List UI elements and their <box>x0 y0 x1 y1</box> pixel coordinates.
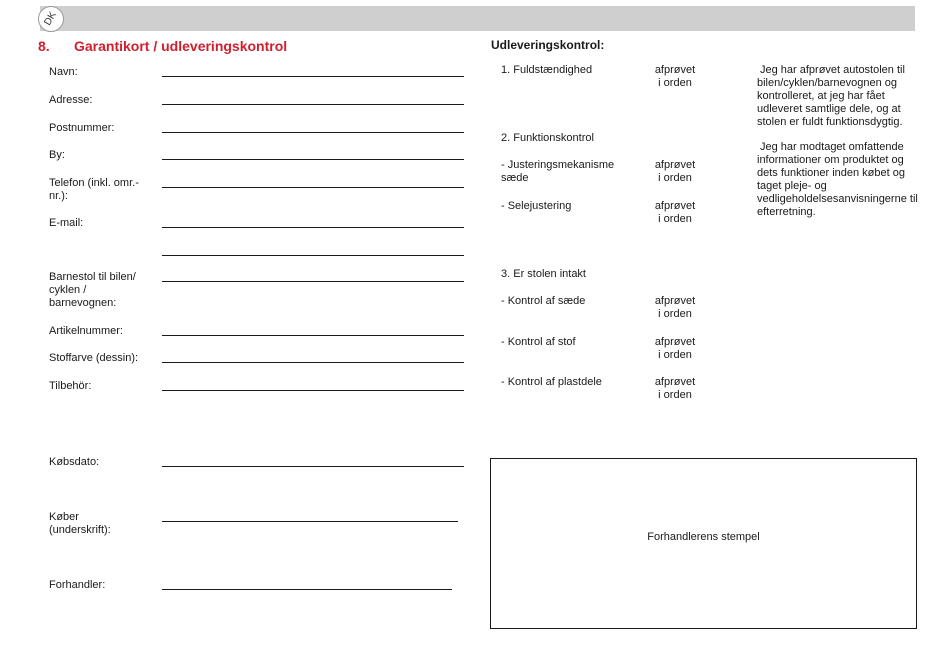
adresse-label: Adresse: <box>49 94 93 106</box>
artikelnummer-label: Artikelnummer: <box>49 325 123 337</box>
check-selejustering: - Selejustering <box>501 200 572 212</box>
ok-plastdele: afprøvet i orden <box>654 376 696 401</box>
kobsdato-field[interactable] <box>162 466 464 467</box>
postnummer-field[interactable] <box>162 132 464 133</box>
language-badge-text: DK <box>42 9 59 28</box>
telefon-label: Telefon (inkl. omr.- nr.): <box>49 177 139 202</box>
check-stof: - Kontrol af stof <box>501 336 576 348</box>
check-justering: - Justeringsmekanisme sæde <box>501 159 615 184</box>
page-title: Garantikort / udleveringskontrol <box>74 38 288 54</box>
by-field[interactable] <box>162 159 464 160</box>
declaration-second: Jeg har modtaget omfattende informationer om produktet og dets funktioner inden købet og taget pleje- og vedligeholdelsesanvisningerne til efterretning. <box>757 141 918 218</box>
check-saede: - Kontrol af sæde <box>501 295 586 307</box>
email-label: E-mail: <box>49 217 84 229</box>
header-bar <box>40 6 915 31</box>
barnestol-label: Barnestol til bilen/ cyklen / barnevognen: <box>49 271 136 309</box>
kobsdato-label: Købsdato: <box>49 456 100 468</box>
stoffarve-label: Stoffarve (dessin): <box>49 352 139 364</box>
language-badge <box>38 6 64 32</box>
check-funktionskontrol: 2. Funktionskontrol <box>501 132 594 144</box>
telefon-field[interactable] <box>162 187 464 188</box>
kober-signature-field[interactable] <box>162 521 458 522</box>
forhandler-field[interactable] <box>162 589 452 590</box>
ok-selejustering: afprøvet i orden <box>654 200 696 225</box>
adresse-field[interactable] <box>162 104 464 105</box>
dealer-stamp-box <box>490 458 917 629</box>
barnestol-field[interactable] <box>162 281 464 282</box>
ok-fuldstaendighed: afprøvet i orden <box>654 64 696 89</box>
stoffarve-field[interactable] <box>162 362 464 363</box>
by-label: By: <box>49 149 65 161</box>
dealer-stamp-label: Forhandlerens stempel <box>647 531 760 543</box>
tilbehor-field[interactable] <box>162 390 464 391</box>
check-intakt: 3. Er stolen intakt <box>501 268 586 280</box>
declaration-first: Jeg har afprøvet autostolen til bilen/cyklen/barnevognen og kontrolleret, at jeg har fået udleveret samtlige dele, og at stolen er fuldt funktionsdygtig. <box>757 64 905 128</box>
navn-label: Navn: <box>49 66 78 78</box>
check-fuldstaendighed: 1. Fuldstændighed <box>501 64 593 76</box>
check-plastdele: - Kontrol af plastdele <box>501 376 602 388</box>
ok-stof: afprøvet i orden <box>654 336 696 361</box>
forhandler-label: Forhandler: <box>49 579 106 591</box>
kober-label: Køber (underskrift): <box>49 511 111 536</box>
artikelnummer-field[interactable] <box>162 335 464 336</box>
navn-field[interactable] <box>162 76 464 77</box>
email-field[interactable] <box>162 227 464 228</box>
postnummer-label: Postnummer: <box>49 122 115 134</box>
section-number: 8. <box>38 38 50 54</box>
ok-saede: afprøvet i orden <box>654 295 696 320</box>
tilbehor-label: Tilbehör: <box>49 380 92 392</box>
delivery-check-heading: Udleveringskontrol: <box>491 38 605 52</box>
email-extra-field[interactable] <box>162 255 464 256</box>
ok-justering: afprøvet i orden <box>654 159 696 184</box>
